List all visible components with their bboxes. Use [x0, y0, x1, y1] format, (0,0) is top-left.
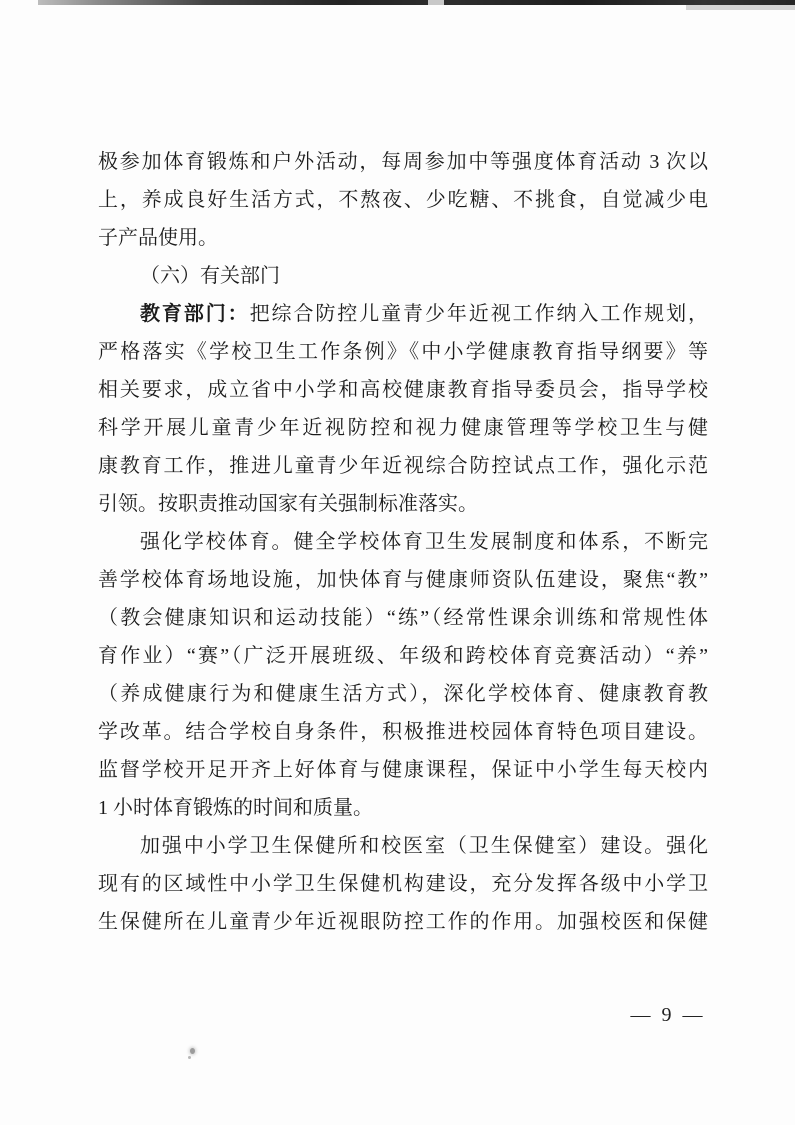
text-line: 强化学校体育。健全学校体育卫生发展制度和体系，不断完 [140, 531, 708, 553]
text-line: 学改革。结合学校自身条件，积极推进校园体育特色项目建设。 [98, 721, 708, 743]
text-line: 生保健所在儿童青少年近视眼防控工作的作用。加强校医和保健 [98, 911, 708, 933]
text-line: 相关要求，成立省中小学和高校健康教育指导委员会，指导学校 [98, 379, 708, 401]
text-line: 康教育工作，推进儿童青少年近视综合防控试点工作，强化示范 [98, 455, 708, 477]
text-line: （养成健康行为和健康生活方式），深化学校体育、健康教育教 [98, 683, 708, 705]
scan-artifact-band-gap [428, 0, 444, 5]
text-run-bold: 教育部门： [140, 303, 250, 325]
text-line [98, 295, 708, 333]
text-line: （教会健康知识和运动技能）“练”（经常性课余训练和常规性体 [98, 607, 708, 629]
text-run: 把综合防控儿童青少年近视工作纳入工作规划， [249, 303, 709, 325]
text-line: 子产品使用。 [98, 227, 218, 249]
scan-artifact-top-band [38, 0, 795, 5]
text-line: 1 小时体育锻炼的时间和质量。 [98, 797, 373, 819]
section-heading: （六）有关部门 [140, 265, 280, 287]
text-line: 善学校体育场地设施，加快体育与健康师资队伍建设，聚焦“教” [98, 569, 708, 591]
text-line: 引领。按职责推动国家有关强制标准落实。 [98, 493, 478, 515]
text-line: 现有的区域性中小学卫生保健机构建设，充分发挥各级中小学卫 [98, 873, 708, 895]
scan-speck [188, 1056, 191, 1059]
document-body [98, 143, 708, 941]
text-line: 上，养成良好生活方式，不熬夜、少吃糖、不挑食，自觉减少电 [98, 189, 708, 211]
text-line: 育作业）“赛”（广泛开展班级、年级和跨校体育竞赛活动）“养” [98, 645, 708, 667]
text-line: 科学开展儿童青少年近视防控和视力健康管理等学校卫生与健 [98, 417, 708, 439]
scan-artifact-smudge [686, 5, 795, 10]
scan-speck [190, 1048, 195, 1054]
text-line: 加强中小学卫生保健所和校医室（卫生保健室）建设。强化 [140, 835, 708, 857]
text-line: 极参加体育锻炼和户外活动，每周参加中等强度体育活动 3 次以 [98, 151, 708, 173]
page-number: — 9 — [630, 1004, 706, 1026]
text-line: 严格落实《学校卫生工作条例》《中小学健康教育指导纲要》等 [98, 341, 708, 363]
text-line: 监督学校开足开齐上好体育与健康课程，保证中小学生每天校内 [98, 759, 708, 781]
